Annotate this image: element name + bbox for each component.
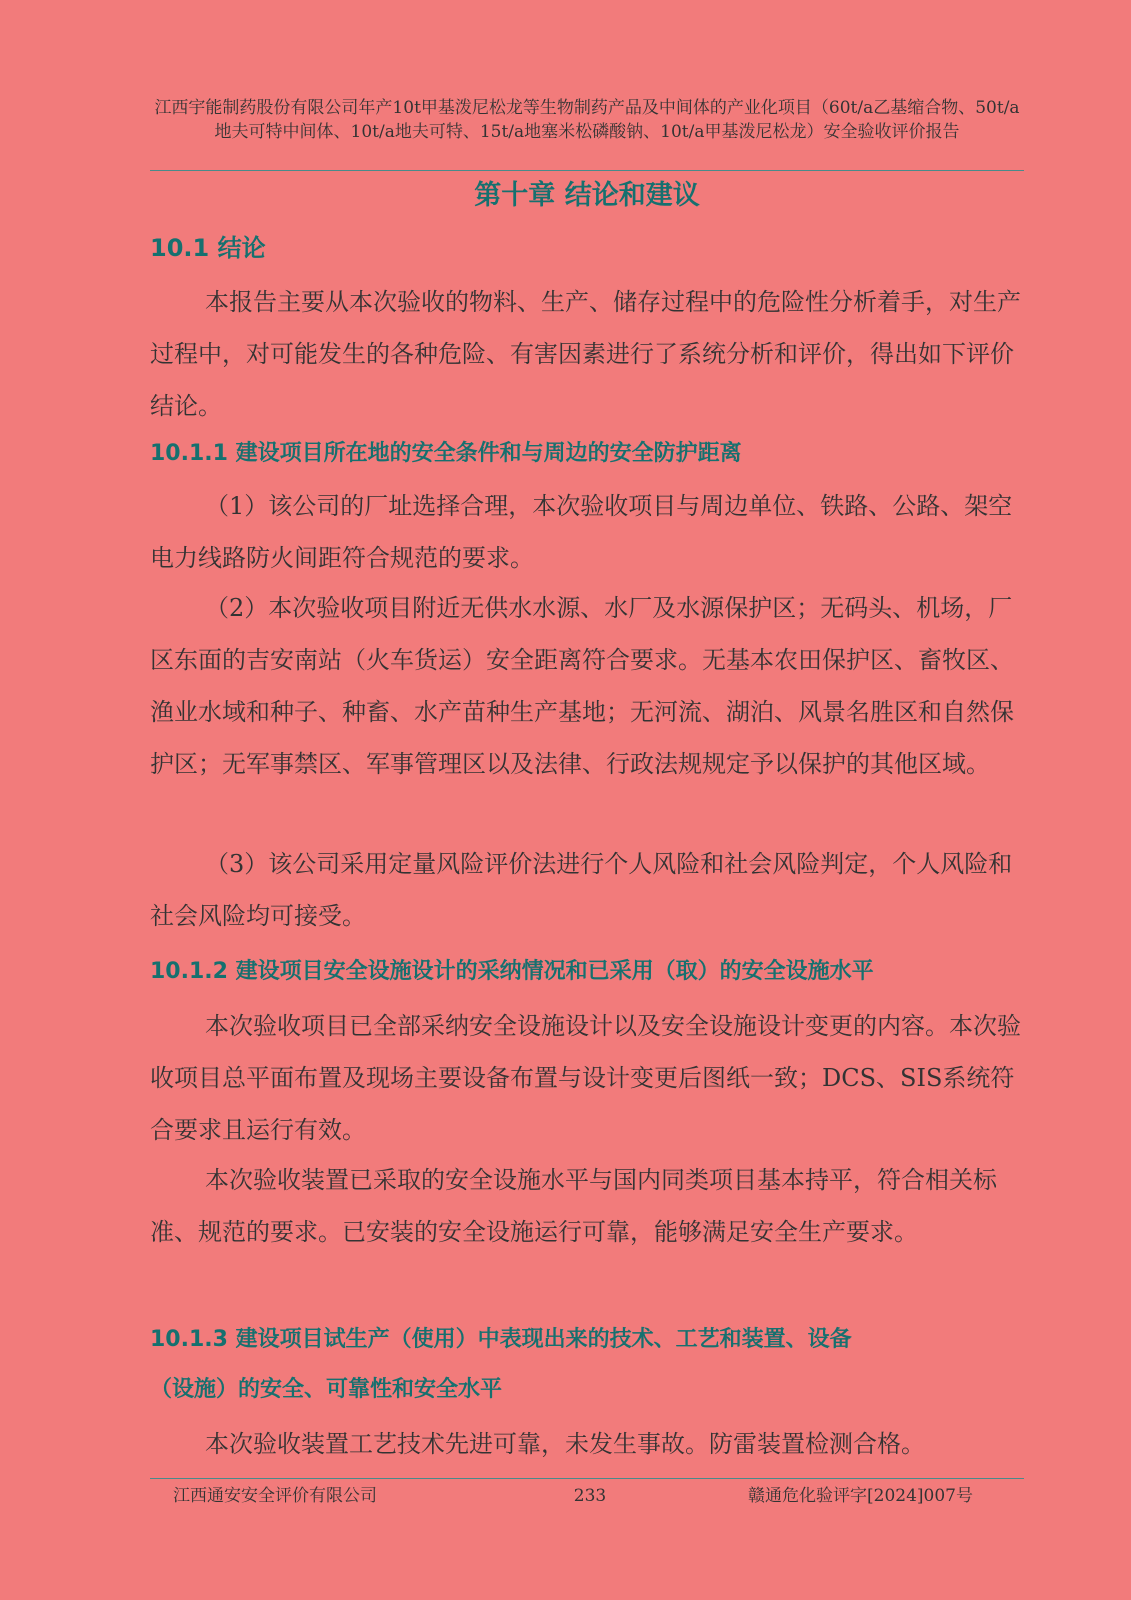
section-heading-10-1-3-line2: （设施）的安全、可靠性和安全水平 xyxy=(150,1377,503,1402)
paragraph-10-1-1-item1: （1）该公司的厂址选择合理，本次验收项目与周边单位、铁路、公路、架空电力线路防火间距符合规范的要求。 xyxy=(150,492,1013,572)
paragraph-10-1-intro: 本报告主要从本次验收的物料、生产、储存过程中的危险性分析着手，对生产过程中，对可能发生的各种危险、有害因素进行了系统分析和评价，得出如下评价结论。 xyxy=(150,288,1021,420)
section-heading-10-1-1: 10.1.1 建设项目所在地的安全条件和与周边的安全防护距离 xyxy=(150,441,742,466)
paragraph-10-1-2-p1: 本次验收项目已全部采纳安全设施设计以及安全设施设计变更的内容。本次验收项目总平面布置及现场主要设备布置与设计变更后图纸一致；DCS、SIS系统符合要求且运行有效。 xyxy=(150,1012,1021,1144)
paragraph-10-1-2-p2: 本次验收装置已采取的安全设施水平与国内同类项目基本持平，符合相关标准、规范的要求。已安装的安全设施运行可靠，能够满足安全生产要求。 xyxy=(150,1166,997,1246)
footer-divider xyxy=(150,1478,1024,1479)
paragraph-10-1-3-p1: 本次验收装置工艺技术先进可靠，未发生事故。防雷装置检测合格。 xyxy=(205,1430,925,1458)
section-heading-10-1: 10.1 结论 xyxy=(150,234,266,262)
paragraph-10-1-1-item2: （2）本次验收项目附近无供水水源、水厂及水源保护区；无码头、机场，厂区东面的吉安南站（火车货运）安全距离符合要求。无基本农田保护区、畜牧区、渔业水域和种子、种畜、水产苗种生产基地；无河流、湖泊、风景名胜区和自然保护区；无军事禁区、军事管理区以及法律、行政法规规定予以保护的其他区域。 xyxy=(150,594,1014,778)
running-header: 江西宇能制药股份有限公司年产10t甲基泼尼松龙等生物制药产品及中间体的产业化项目（60t/a乙基缩合物、50t/a地夫可特中间体、10t/a地夫可特、15t/a地塞米松磷酸钠、10t/a甲基泼尼松龙）安全验收评价报告 xyxy=(154,98,1020,142)
footer-company: 江西通安安全评价有限公司 xyxy=(173,1486,377,1506)
page-number: 233 xyxy=(573,1486,607,1506)
section-heading-10-1-2: 10.1.2 建设项目安全设施设计的采纳情况和已采用（取）的安全设施水平 xyxy=(150,959,874,984)
section-heading-10-1-3-line1: 10.1.3 建设项目试生产（使用）中表现出来的技术、工艺和装置、设备 xyxy=(150,1327,852,1352)
paragraph-10-1-1-item3: （3）该公司采用定量风险评价法进行个人风险和社会风险判定，个人风险和社会风险均可接受。 xyxy=(150,850,1013,930)
footer-doc-number: 赣通危化验评字[2024]007号 xyxy=(748,1486,973,1506)
header-divider xyxy=(150,170,1024,171)
chapter-title: 第十章 结论和建议 xyxy=(474,180,700,211)
